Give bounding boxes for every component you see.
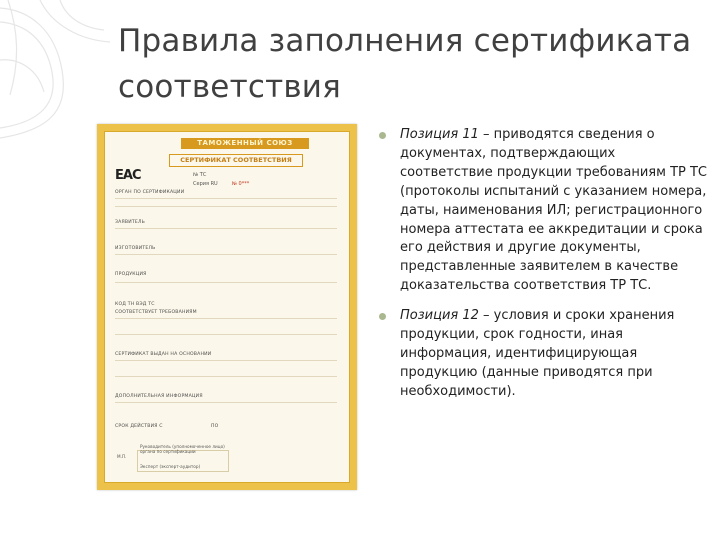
certificate-line xyxy=(115,318,337,319)
certificate-field: ДОПОЛНИТЕЛЬНАЯ ИНФОРМАЦИЯ xyxy=(115,394,203,399)
certificate-signature-2: Эксперт (эксперт-аудитор) xyxy=(140,464,201,469)
certificate-field: ОРГАН ПО СЕРТИФИКАЦИИ xyxy=(115,190,185,195)
certificate-line xyxy=(115,254,337,255)
certificate-field: СРОК ДЕЙСТВИЯ С xyxy=(115,424,163,429)
certificate-line xyxy=(115,282,337,283)
page-title xyxy=(118,18,708,110)
corner-decoration xyxy=(0,0,110,140)
certificate-line xyxy=(115,334,337,335)
page-title-line-1: Правила заполнения сертификата xyxy=(118,23,692,59)
certificate-image xyxy=(97,124,357,490)
certificate-field: ИЗГОТОВИТЕЛЬ xyxy=(115,246,156,251)
certificate-series xyxy=(193,181,249,187)
bullet-text: – условия и сроки хранения продукции, срок годности, иная информация, идентифицирующая продукцию (данные приводятся при необходимости). xyxy=(400,308,675,399)
bullet-icon xyxy=(379,313,386,320)
certificate-field: СЕРТИФИКАТ ВЫДАН НА ОСНОВАНИИ xyxy=(115,352,212,357)
certificate-field: ПО xyxy=(211,424,219,429)
certificate-line xyxy=(115,206,337,207)
certificate-signature-1: Руководитель (уполномоченное лицо) органа по сертификации xyxy=(140,444,225,454)
eac-logo: ЕАС xyxy=(115,168,141,183)
certificate-field: ПРОДУКЦИЯ xyxy=(115,272,147,277)
certificate-series-number: № 0*** xyxy=(231,181,250,187)
certificate-series-label: Серия RU xyxy=(193,181,218,187)
certificate-field: СООТВЕТСТВУЕТ ТРЕБОВАНИЯМ xyxy=(115,310,197,315)
certificate-field: КОД ТН ВЭД ТС xyxy=(115,302,155,307)
page-title-line-2: соответствия xyxy=(118,69,342,105)
bullet-lead: Позиция 11 xyxy=(400,127,479,142)
certificate-form xyxy=(104,131,350,483)
certificate-subheader: СЕРТИФИКАТ СООТВЕТСТВИЯ xyxy=(169,154,303,167)
certificate-stamp: М.П. xyxy=(117,454,127,459)
bullet-lead: Позиция 12 xyxy=(400,308,479,324)
certificate-line xyxy=(115,228,337,229)
list-item xyxy=(378,126,708,296)
list-item xyxy=(378,307,708,402)
certificate-line xyxy=(115,402,337,403)
certificate-code: № ТС xyxy=(193,172,207,178)
bullet-text: – приводятся сведения о документах, подтверждающих соответствие продукции требованиям ТР ТС (протоколы испытаний с указанием номера, даты, наименования ИЛ; регистрационного номера аттестата ее аккредитации и срока его действия и другие документы, представленные заявителем в качестве доказательства соответствия ТР ТС. xyxy=(400,127,707,294)
certificate-field: ЗАЯВИТЕЛЬ xyxy=(115,220,145,225)
certificate-line xyxy=(115,198,337,199)
certificate-header: ТАМОЖЕННЫЙ СОЮЗ xyxy=(181,138,309,149)
bullet-icon xyxy=(379,132,386,139)
certificate-line xyxy=(115,376,337,377)
bullet-list xyxy=(378,126,708,413)
certificate-line xyxy=(115,360,337,361)
